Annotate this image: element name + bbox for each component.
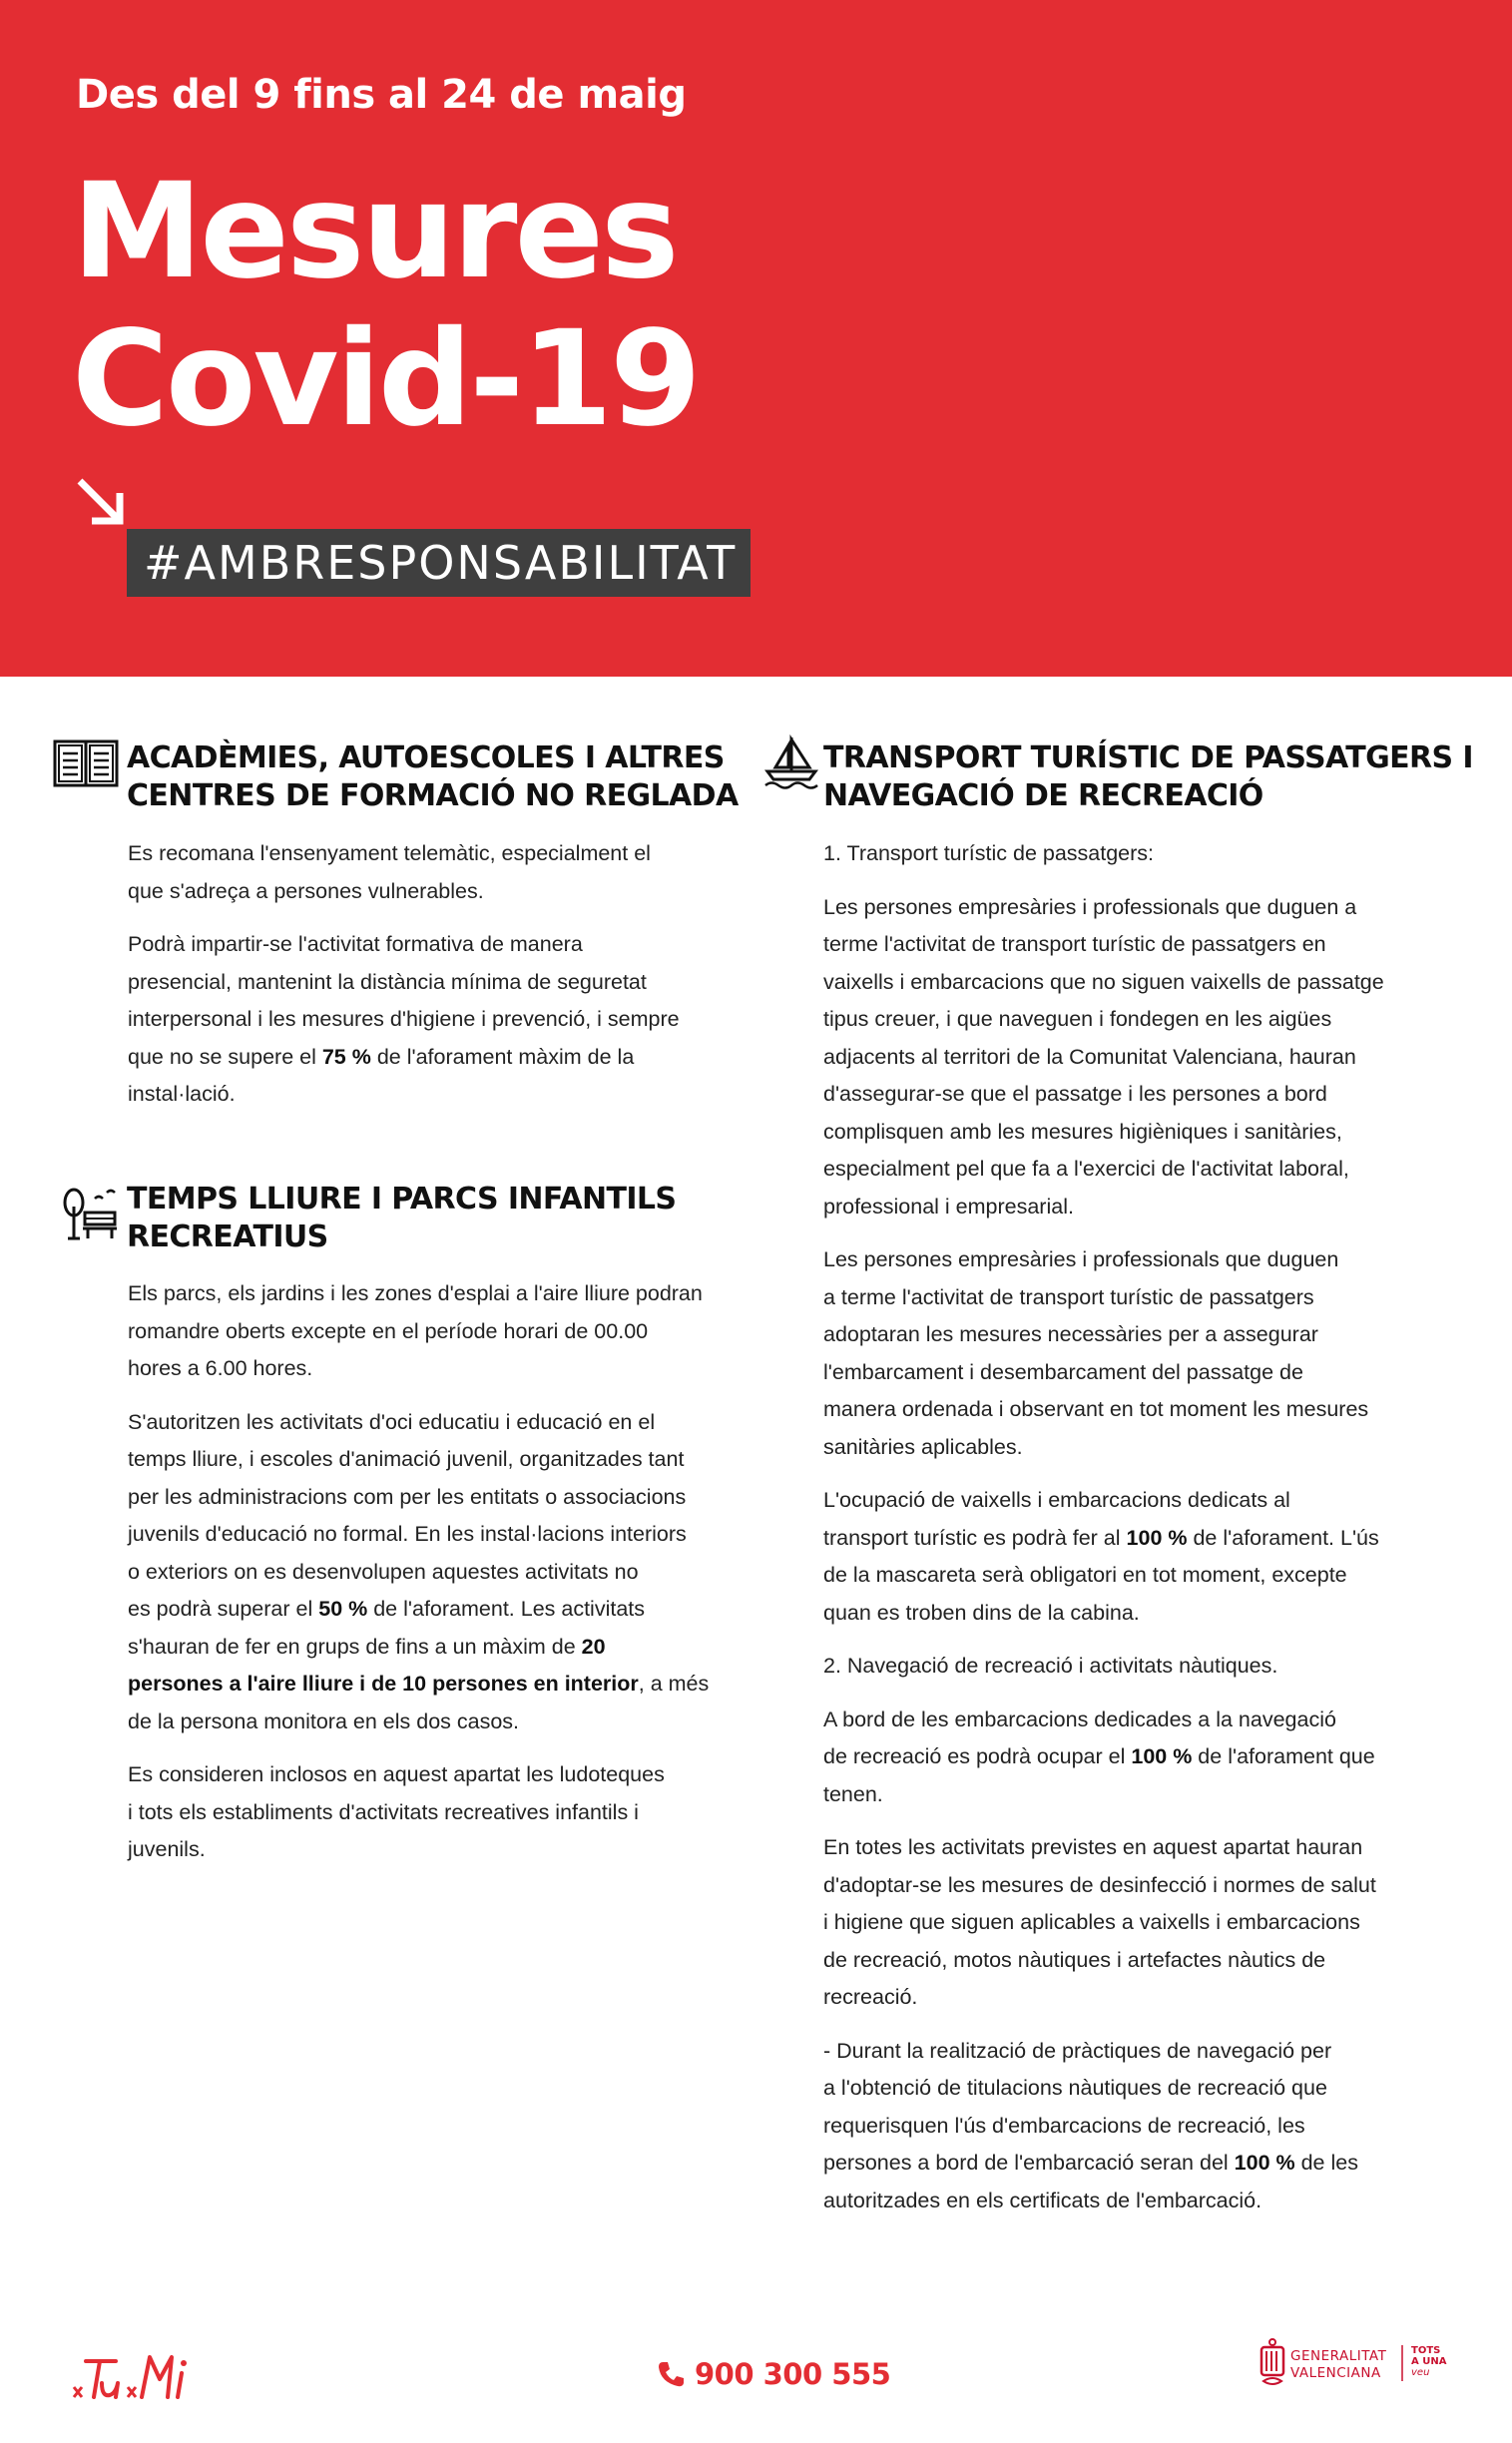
text-line: terme l'activitat de transport turístic de passatgers en xyxy=(823,932,1326,956)
text-line: juvenils. xyxy=(128,1837,206,1861)
date-range: Des del 9 fins al 24 de maig xyxy=(76,72,687,118)
text-line xyxy=(128,1666,709,1704)
section-title-line: NAVEGACIÓ DE RECREACIÓ xyxy=(823,778,1263,813)
text-line: o exteriors on es desenvolupen aquestes activitats no xyxy=(128,1559,639,1584)
text-line: En totes les activitats previstes en aquest apartat hauran xyxy=(823,1835,1363,1859)
text-line: de la persona monitora en els dos casos. xyxy=(128,1709,520,1733)
text-fragment: transport turístic es podrà fer al xyxy=(823,1525,1127,1550)
text-line xyxy=(128,1039,680,1077)
text-fragment: de l'aforament. L'ús xyxy=(1187,1525,1379,1550)
text-line: requerisquen l'ús d'embarcacions de recreació, les xyxy=(823,2113,1305,2138)
section-title-line: ACADÈMIES, AUTOESCOLES I ALTRES xyxy=(127,740,725,775)
text-line: A bord de les embarcacions dedicades a la navegació xyxy=(823,1707,1336,1731)
text-line: juvenils d'educació no formal. En les instal·lacions interiors xyxy=(128,1522,687,1546)
text-line: L'ocupació de vaixells i embarcacions dedicats al xyxy=(823,1488,1290,1512)
text-line: complisquen amb les mesures higièniques i sanitàries, xyxy=(823,1119,1342,1144)
text-line: professional i empresarial. xyxy=(823,1194,1074,1219)
paragraph xyxy=(823,889,1384,1226)
paragraph xyxy=(823,1241,1384,1466)
text-fragment: de l'aforament que xyxy=(1192,1744,1375,1768)
text-line xyxy=(128,1629,709,1667)
section-body-academies xyxy=(128,835,680,1130)
text-line: - Durant la realització de pràctiques de navegació per xyxy=(823,2038,1332,2063)
text-fragment: que no se supere el xyxy=(128,1044,322,1069)
arrow-down-right-icon xyxy=(76,477,126,527)
text-line: Els parcs, els jardins i les zones d'esplai a l'aire lliure podran xyxy=(128,1281,703,1305)
text-line: quan es troben dins de la cabina. xyxy=(823,1600,1140,1625)
gva-tagline-line: TOTS xyxy=(1411,2345,1441,2356)
gva-name xyxy=(1290,2348,1386,2382)
text-line: que s'adreça a persones vulnerables. xyxy=(128,878,484,903)
text-line xyxy=(823,1520,1384,1558)
paragraph xyxy=(128,926,680,1114)
bold-value: 100 % xyxy=(1126,1525,1188,1550)
text-line: sanitàries aplicables. xyxy=(823,1434,1023,1459)
text-fragment: de les xyxy=(1294,2151,1358,2175)
text-line: Es consideren inclosos en aquest apartat les ludoteques xyxy=(128,1762,665,1786)
book-icon xyxy=(53,735,119,789)
text-line: i higiene que siguen aplicables a vaixells i embarcacions xyxy=(823,1910,1360,1934)
section-title-line: TRANSPORT TURÍSTIC DE PASSATGERS I xyxy=(823,740,1473,775)
section-title-line: CENTRES DE FORMACIÓ NO REGLADA xyxy=(127,778,739,813)
paragraph xyxy=(128,1756,709,1869)
paragraph xyxy=(128,835,680,910)
section-title-line: RECREATIUS xyxy=(127,1220,328,1254)
text-line: vaixells i embarcacions que no siguen vaixells de passatge xyxy=(823,969,1384,994)
text-fragment: persones a bord de l'embarcació seran del xyxy=(823,2151,1235,2175)
page-title xyxy=(72,155,699,456)
text-line: de recreació, motos nàutiques i artefactes nàutics de xyxy=(823,1947,1326,1972)
text-line: romandre oberts excepte en el període horari de 00.00 xyxy=(128,1318,649,1343)
paragraph xyxy=(823,2033,1384,2220)
paragraph xyxy=(823,1482,1384,1632)
hashtag-label: #AMBRESPONSABILITAT xyxy=(127,529,751,597)
bold-value: 50 % xyxy=(318,1597,368,1621)
text-line: tenen. xyxy=(823,1781,883,1806)
header-banner xyxy=(0,0,1512,677)
text-fragment: de l'aforament. Les activitats xyxy=(367,1597,646,1621)
gva-tagline-line: A UNA xyxy=(1411,2356,1447,2367)
text-line: 2. Navegació de recreació i activitats nàutiques. xyxy=(823,1654,1278,1678)
paragraph xyxy=(823,835,1384,873)
text-line: a l'obtenció de titulacions nàutiques de recreació que xyxy=(823,2076,1327,2100)
bold-value: persones a l'aire lliure i de 10 persones en interior xyxy=(128,1672,639,1696)
text-line: autoritzades en els certificats de l'embarcació. xyxy=(823,2188,1262,2212)
text-line xyxy=(823,2145,1384,2183)
text-line: especialment pel que fa a l'exercici de l'activitat laboral, xyxy=(823,1157,1349,1181)
text-fragment: de l'aforament màxim de la xyxy=(370,1044,635,1069)
phone-icon xyxy=(657,2360,685,2388)
paragraph xyxy=(823,1648,1384,1686)
text-line: S'autoritzen les activitats d'oci educatiu i educació en el xyxy=(128,1409,656,1434)
text-fragment: , a més xyxy=(638,1672,710,1696)
text-line: per les administracions com per les entitats o associacions xyxy=(128,1484,687,1509)
text-line: recreació. xyxy=(823,1985,918,2009)
phone-number: 900 300 555 xyxy=(695,2357,891,2391)
title-line-2: Covid-19 xyxy=(72,302,699,456)
text-line: temps lliure, i escoles d'animació juvenil, organitzades tant xyxy=(128,1447,685,1471)
paragraph xyxy=(823,1829,1384,2017)
text-line: de la mascareta serà obligatori en tot moment, excepte xyxy=(823,1563,1347,1587)
sailboat-icon xyxy=(763,733,819,789)
text-line: presencial, mantenint la distància mínima de seguretat xyxy=(128,969,647,994)
section-body-lleure xyxy=(128,1275,709,1885)
bold-value: 20 xyxy=(581,1634,606,1659)
paragraph xyxy=(128,1275,709,1388)
section-title-academies xyxy=(127,739,739,815)
bold-value: 100 % xyxy=(1131,1744,1193,1768)
text-line: adoptaran les mesures necessàries per a assegurar xyxy=(823,1322,1318,1346)
text-fragment: de recreació es podrà ocupar el xyxy=(823,1744,1132,1768)
gva-line: GENERALITAT xyxy=(1290,2348,1387,2364)
text-line: Les persones empresàries i professionals que duguen xyxy=(823,1247,1339,1271)
text-line: Les persones empresàries i professionals que duguen a xyxy=(823,894,1357,919)
text-fragment: es podrà superar el xyxy=(128,1597,319,1621)
text-fragment: s'hauran de fer en grups de fins a un màxim de xyxy=(128,1634,582,1659)
park-bench-icon xyxy=(61,1185,119,1242)
text-line: hores a 6.00 hores. xyxy=(128,1356,313,1380)
text-line: interpersonal i les mesures d'higiene i prevenció, i sempre xyxy=(128,1007,680,1031)
phone-contact[interactable] xyxy=(657,2357,890,2391)
title-line-1: Mesures xyxy=(72,155,677,308)
gva-line: VALENCIANA xyxy=(1290,2365,1381,2381)
text-line: l'embarcament i desembarcament del passatge de xyxy=(823,1359,1303,1384)
bold-value: 75 % xyxy=(321,1044,371,1069)
text-line: Es recomana l'ensenyament telemàtic, especialment el xyxy=(128,841,651,865)
section-title-lleure xyxy=(127,1181,676,1256)
gva-tagline xyxy=(1411,2345,1446,2378)
paragraph xyxy=(128,1404,709,1741)
text-line: 1. Transport turístic de passatgers: xyxy=(823,841,1155,865)
bold-value: 100 % xyxy=(1234,2151,1295,2175)
paragraph xyxy=(823,1702,1384,1814)
text-line: i tots els establiments d'activitats recreatives infantils i xyxy=(128,1799,639,1824)
xtuxmi-logo xyxy=(72,2347,202,2403)
section-title-transport xyxy=(823,739,1473,815)
section-title-line: TEMPS LLIURE I PARCS INFANTILS xyxy=(127,1182,677,1217)
text-line: d'assegurar-se que el passatge i les persones a bord xyxy=(823,1082,1327,1106)
section-body-transport xyxy=(823,835,1384,2235)
text-line: d'adoptar-se les mesures de desinfecció i normes de salut xyxy=(823,1872,1376,1897)
text-line: tipus creuer, i que naveguen i fondegen en les aigües xyxy=(823,1007,1332,1031)
text-line xyxy=(823,1738,1384,1776)
text-line xyxy=(128,1591,709,1629)
text-line: Podrà impartir-se l'activitat formativa de manera xyxy=(128,932,583,956)
text-line: manera ordenada i observant en tot moment les mesures xyxy=(823,1397,1369,1421)
text-line: adjacents al territori de la Comunitat Valenciana, hauran xyxy=(823,1044,1356,1069)
text-line: a terme l'activitat de transport turístic de passatgers xyxy=(823,1284,1314,1309)
text-line: instal·lació. xyxy=(128,1082,236,1106)
gva-tagline-line: veu xyxy=(1411,2367,1430,2378)
